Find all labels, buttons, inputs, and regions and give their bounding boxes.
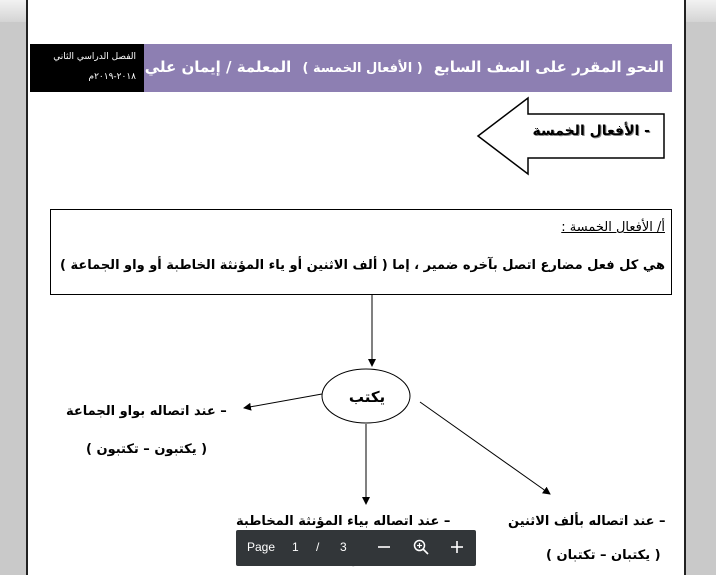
- plus-icon: [446, 536, 468, 558]
- header-title-main: النحو المقرر على الصف السابع: [433, 58, 664, 76]
- magnifier-zoom-icon: [410, 536, 432, 558]
- page-separator: /: [316, 540, 320, 554]
- page-label: Page: [247, 540, 276, 554]
- definition-text: هي كل فعل مضارع اتصل بآخره ضمير ، إما ( ألف الاثنين أو ياء المؤنثة الخاطبة أو واو الجماعة ): [59, 258, 665, 273]
- header-teacher: المعلمة / إيمان علي: [144, 58, 292, 76]
- header-title-topic: ( الأفعال الخمسة ): [302, 61, 423, 76]
- zoom-in-button[interactable]: [446, 536, 468, 558]
- arrow-to-waw: [244, 394, 322, 408]
- minus-icon: [373, 536, 395, 558]
- semester-label: الفصل الدراسي الثاني: [53, 52, 136, 62]
- year-label: ٢٠١٨-٢٠١٩م: [88, 72, 136, 82]
- total-pages: 3: [340, 540, 347, 554]
- branch-waw-label: – عند اتصاله بواو الجماعة: [66, 404, 227, 419]
- arrow-to-alif: [420, 402, 550, 494]
- arrow-label: - الأفعال الخمسة: [532, 123, 650, 139]
- center-word: يكتب: [348, 388, 386, 406]
- definition-title: أ/ الأفعال الخمسة :: [561, 220, 665, 235]
- branch-alif-example: ( يكتبان – تكتبان ): [546, 548, 661, 563]
- pdf-toolbar: [236, 530, 476, 566]
- zoom-fit-button[interactable]: [410, 536, 432, 558]
- branch-yaa-label: – عند اتصاله بياء المؤنثة المخاطبة: [236, 514, 451, 529]
- zoom-out-button[interactable]: [373, 536, 395, 558]
- branch-waw-example: ( يكتبون – تكتبون ): [86, 442, 208, 457]
- branch-alif-label: – عند اتصاله بألف الاثنين: [508, 514, 666, 529]
- current-page[interactable]: 1: [292, 540, 299, 554]
